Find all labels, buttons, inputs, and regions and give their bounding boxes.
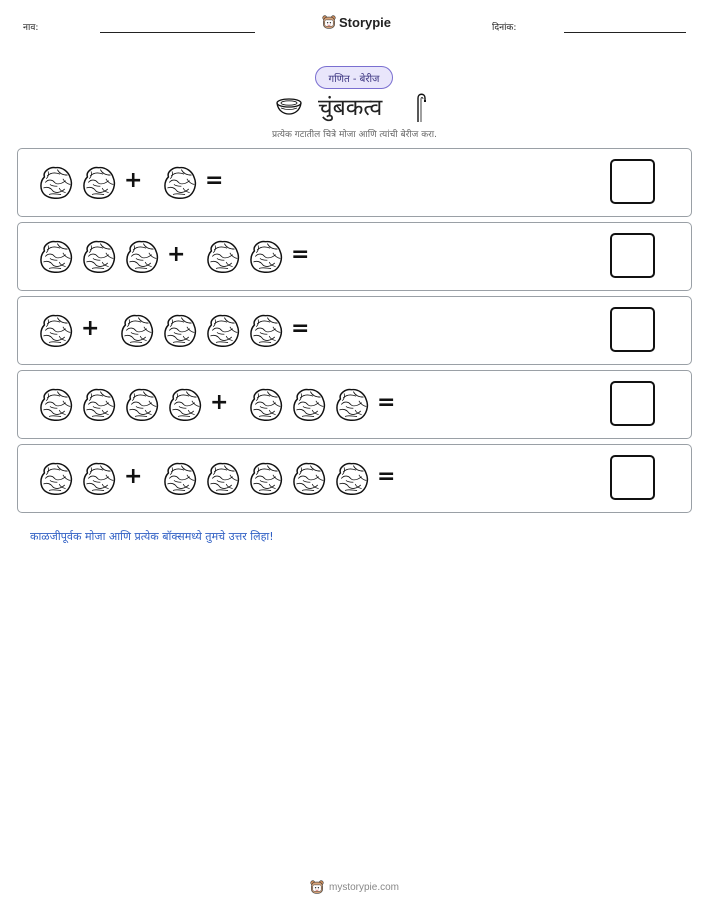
page-title: चुंबकत्व <box>318 95 383 121</box>
storypie-logo-icon <box>310 879 324 895</box>
rock-icon <box>247 460 284 497</box>
title-row <box>0 90 709 126</box>
answer-box[interactable] <box>610 159 655 204</box>
rock-icon <box>80 164 117 201</box>
storypie-logo-icon <box>322 14 336 30</box>
brand <box>322 14 391 30</box>
subtitle: प्रत्येक गटातील चित्रे मोजा आणि त्यांची बेरीज करा. <box>272 130 437 140</box>
rock-icon <box>37 164 74 201</box>
rock-icon <box>166 386 203 423</box>
answer-box[interactable] <box>610 381 655 426</box>
plus-sign: + <box>124 168 143 193</box>
rock-icon <box>247 312 284 349</box>
equals-sign: = <box>291 242 310 267</box>
problem-row <box>17 222 692 291</box>
instruction-note: काळजीपूर्वक मोजा आणि प्रत्येक बॉक्समध्ये तुमचे उत्तर लिहा! <box>30 530 274 543</box>
answer-box[interactable] <box>610 455 655 500</box>
rock-icon <box>37 460 74 497</box>
plus-sign: + <box>167 242 186 267</box>
answer-box[interactable] <box>610 233 655 278</box>
rock-icon <box>123 386 160 423</box>
rock-icon <box>37 386 74 423</box>
problem-row <box>17 148 692 217</box>
rock-icon <box>118 312 155 349</box>
equals-sign: = <box>205 168 224 193</box>
rock-icon <box>37 312 74 349</box>
rock-icon <box>333 460 370 497</box>
rock-icon <box>247 238 284 275</box>
category-pill: गणित - बेरीज <box>315 66 393 89</box>
site-url: mystorypie.com <box>328 881 399 893</box>
worksheet-header <box>0 14 709 38</box>
rock-icon <box>161 164 198 201</box>
name-write-line[interactable] <box>100 32 255 33</box>
equals-sign: = <box>377 464 396 489</box>
name-label: नाव: <box>23 23 39 33</box>
equals-sign: = <box>291 316 310 341</box>
rock-icon <box>204 238 241 275</box>
date-write-line[interactable] <box>564 32 686 33</box>
rock-icon <box>80 460 117 497</box>
rock-icon <box>290 386 327 423</box>
cane-magnet-icon <box>414 90 428 124</box>
rock-icon <box>80 238 117 275</box>
rock-icon <box>333 386 370 423</box>
brand-name: Storypie <box>339 14 392 30</box>
rock-icon <box>161 460 198 497</box>
plus-sign: + <box>210 390 229 415</box>
plus-sign: + <box>81 316 100 341</box>
rock-icon <box>204 312 241 349</box>
rock-icon <box>80 386 117 423</box>
plus-sign: + <box>124 464 143 489</box>
answer-box[interactable] <box>610 307 655 352</box>
problem-row <box>17 444 692 513</box>
rock-icon <box>123 238 160 275</box>
problem-row <box>17 370 692 439</box>
site-footer <box>0 879 709 895</box>
bowl-icon <box>274 95 304 117</box>
rock-icon <box>37 238 74 275</box>
equals-sign: = <box>377 390 396 415</box>
rock-icon <box>161 312 198 349</box>
rock-icon <box>204 460 241 497</box>
problem-row <box>17 296 692 365</box>
rock-icon <box>247 386 284 423</box>
rock-icon <box>290 460 327 497</box>
date-label: दिनांक: <box>492 23 517 33</box>
